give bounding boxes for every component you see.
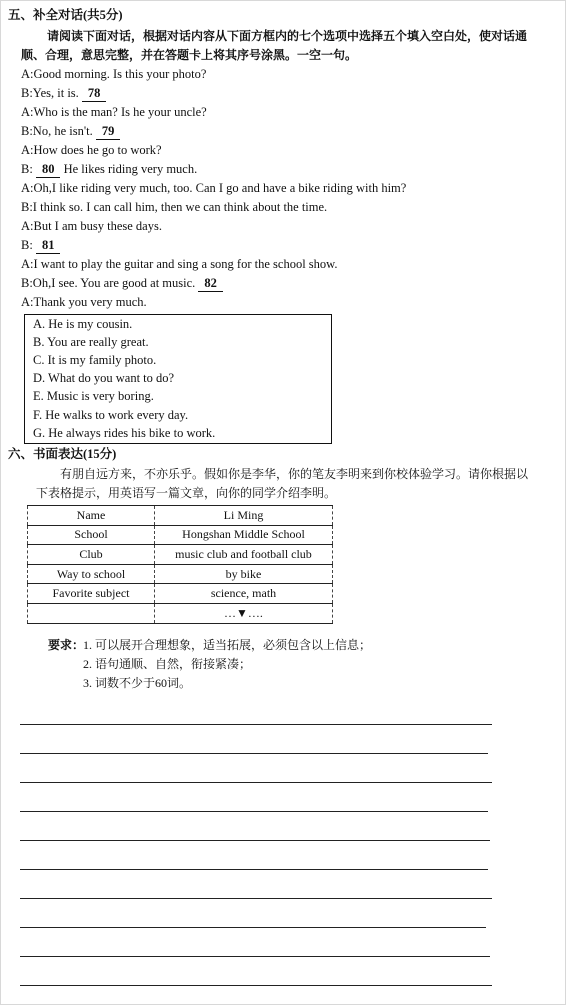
- table-cell: Name: [28, 506, 155, 526]
- writing-line: [20, 985, 492, 986]
- section6-title: 六、书面表达(15分): [8, 447, 117, 461]
- requirements-label: 要求：: [48, 638, 85, 652]
- table-cell: science, math: [155, 584, 333, 604]
- dialogue-line: A:But I am busy these days.: [21, 219, 162, 233]
- table-cell: Hongshan Middle School: [155, 525, 333, 545]
- answer-blank-82[interactable]: 82: [198, 275, 223, 292]
- dialogue-line: [21, 161, 197, 178]
- dialogue-text: He likes riding very much.: [60, 162, 198, 176]
- writing-line: [20, 724, 492, 725]
- option-g: G. He always rides his bike to work.: [33, 426, 216, 440]
- table-cell: Way to school: [28, 564, 155, 584]
- table-cell: …▼….: [155, 603, 333, 623]
- dialogue-line: A:I want to play the guitar and sing a song for the school show.: [21, 257, 338, 271]
- table-cell: music club and football club: [155, 545, 333, 565]
- requirement-3: 3. 词数不少于60词。: [83, 676, 192, 690]
- table-cell: School: [28, 525, 155, 545]
- dialogue-text: B:: [21, 162, 36, 176]
- dialogue-line: [21, 85, 106, 102]
- dialogue-line: A:Good morning. Is this your photo?: [21, 67, 207, 81]
- section6-intro-1: 有朋自远方来，不亦乐乎。假如你是李华，你的笔友李明来到你校体验学习。请你根据以: [60, 467, 529, 481]
- dialogue-line: A:How does he go to work?: [21, 143, 162, 157]
- dialogue-line: A:Who is the man? Is he your uncle?: [21, 105, 207, 119]
- table-cell: Favorite subject: [28, 584, 155, 604]
- dialogue-line: [21, 275, 223, 292]
- section5-instruction-2: 顺、合理，意思完整，并在答题卡上将其序号涂黑。一空一句。: [21, 48, 358, 62]
- option-e: E. Music is very boring.: [33, 389, 154, 403]
- section5-instruction-1: 请阅读下面对话，根据对话内容从下面方框内的七个选项中选择五个填入空白处，使对话通: [47, 29, 528, 43]
- option-c: C. It is my family photo.: [33, 353, 157, 367]
- answer-blank-78[interactable]: 78: [82, 85, 107, 102]
- writing-line: [20, 811, 488, 812]
- answer-blank-79[interactable]: 79: [96, 123, 121, 140]
- table-cell: by bike: [155, 564, 333, 584]
- dialogue-text: B:: [21, 238, 36, 252]
- section6-intro-2: 下表格提示，用英语写一篇文章，向你的同学介绍李明。: [36, 486, 337, 500]
- dialogue-line: [21, 237, 60, 254]
- writing-line: [20, 840, 490, 841]
- options-box: [24, 314, 332, 444]
- writing-line: [20, 869, 488, 870]
- writing-line: [20, 956, 490, 957]
- writing-line: [20, 753, 488, 754]
- dialogue-line: A:Thank you very much.: [21, 295, 147, 309]
- writing-line: [20, 927, 486, 928]
- table-row: [28, 564, 333, 584]
- info-table: [27, 505, 333, 624]
- table-row: [28, 584, 333, 604]
- dialogue-line: A:Oh,I like riding very much, too. Can I go and have a bike riding with him?: [21, 181, 407, 195]
- dialogue-text: B:Oh,I see. You are good at music.: [21, 276, 199, 290]
- requirement-1: 1. 可以展开合理想象，适当拓展，必须包含以上信息；: [83, 638, 372, 652]
- answer-blank-81[interactable]: 81: [36, 237, 61, 254]
- answer-blank-80[interactable]: 80: [36, 161, 61, 178]
- section5-title: 五、补全对话(共5分): [8, 8, 123, 22]
- writing-line: [20, 898, 492, 899]
- dialogue-text: B:Yes, it is.: [21, 86, 82, 100]
- option-f: F. He walks to work every day.: [33, 408, 189, 422]
- option-a: A. He is my cousin.: [33, 317, 133, 331]
- table-cell: Club: [28, 545, 155, 565]
- option-d: D. What do you want to do?: [33, 371, 175, 385]
- writing-line: [20, 782, 492, 783]
- table-cell: [28, 603, 155, 623]
- dialogue-text: B:No, he isn't.: [21, 124, 96, 138]
- option-b: B. You are really great.: [33, 335, 149, 349]
- table-row: [28, 603, 333, 623]
- table-row: [28, 545, 333, 565]
- table-row: [28, 525, 333, 545]
- dialogue-line: B:I think so. I can call him, then we can think about the time.: [21, 200, 328, 214]
- table-cell: Li Ming: [155, 506, 333, 526]
- dialogue-line: [21, 123, 120, 140]
- requirement-2: 2. 语句通顺、自然，衔接紧凑；: [83, 657, 252, 671]
- table-row: [28, 506, 333, 526]
